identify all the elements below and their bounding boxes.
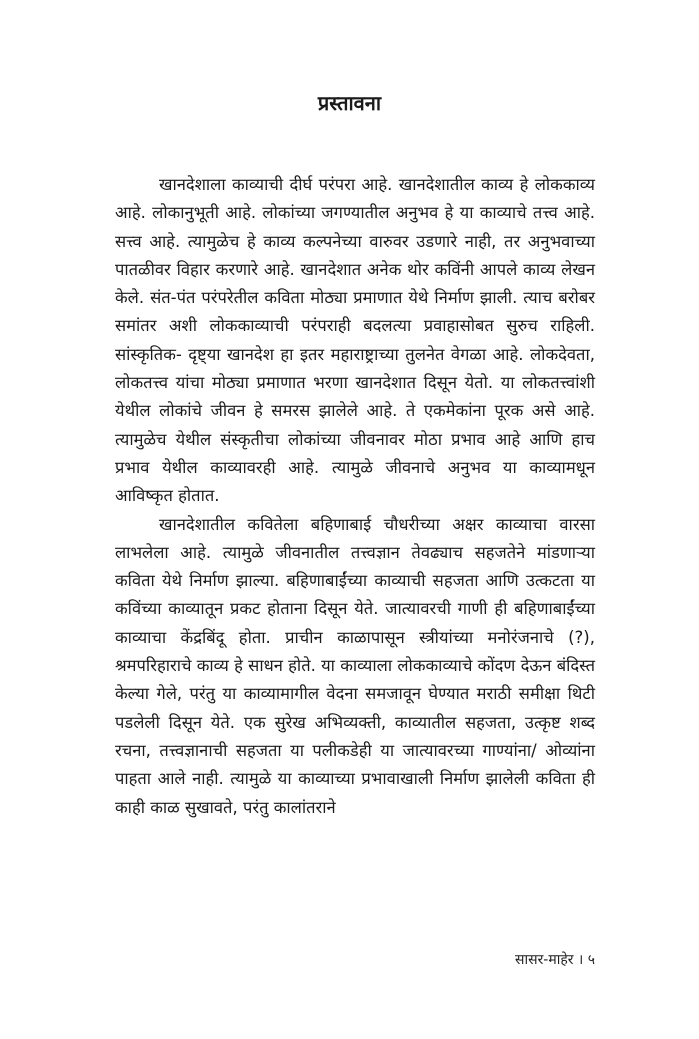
paragraph-1: खानदेशाला काव्याची दीर्घ परंपरा आहे. खानदेशातील काव्य हे लोककाव्य आहे. लोकानुभूती आहे. लोकांच्या जगण्यातील अनुभव हे या काव्याचे तत्त्व आहे. सत्त्व आहे. त्यामुळेच हे काव्य कल्पनेच्या वारुवर उडणारे नाही, तर अनुभवाच्या पातळीवर विहार करणारे आहे. खानदेशात अनेक थोर कविंनी आपले काव्य लेखन केले. संत-पंत परंपरेतील कविता मोठ्या प्रमाणात येथे निर्माण झाली. त्याच बरोबर समांतर अशी लोककाव्याची परंपराही बदलत्या प्रवाहासोबत सुरुच राहिली. सांस्कृतिक- दृष्ट्या खानदेश हा इतर महाराष्ट्राच्या तुलनेत वेगळा आहे. लोकदेवता, लोकतत्त्व यांचा मोठ्या प्रमाणात भरणा खानदेशात दिसून येतो. या लोकतत्त्वांशी येथील लोकांचे जीवन हे समरस झालेले आहे. ते एकमेकांना पूरक असे आहे. त्यामुळेच येथील संस्कृतीचा लोकांच्या जीवनावर मोठा प्रभाव आहे आणि हाच प्रभाव येथील काव्यावरही आहे. त्यामुळे जीवनाचे अनुभव या काव्यामधून आविष्कृत होतात. [115, 175, 595, 506]
paragraph-2: खानदेशातील कवितेला बहिणाबाई चौधरीच्या अक्षर काव्याचा वारसा लाभलेला आहे. त्यामुळे जीवनातील तत्त्वज्ञान तेवढ्याच सहजतेने मांडणाऱ्या कविता येथे निर्माण झाल्या. बहिणाबाईंच्या काव्याची सहजता आणि उत्कटता या कविंच्या काव्यातून प्रकट होताना दिसून येते. जात्यावरची गाणी ही बहिणाबाईंच्या काव्याचा केंद्रबिंदू होता. प्राचीन काळापासून स्त्रीयांच्या मनोरंजनाचे (?), श्रमपरिहाराचे काव्य हे साधन होते. या काव्याला लोककाव्याचे कोंदण देऊन बंदिस्त केल्या गेले, परंतु या काव्यामागील वेदना समजावून घेण्यात मराठी समीक्षा थिटी पडलेली दिसून येते. एक सुरेख अभिव्यक्ती, काव्यातील सहजता, उत्कृष्ट शब्द रचना, तत्त्वज्ञानाची सहजता या पलीकडेही या जात्यावरच्या गाण्यांना/ ओव्यांना पाहता आले नाही. त्यामुळे या काव्याच्या प्रभावाखाली निर्माण झालेली कविता ही काही काळ सुखावते, परंतु कालांतराने [115, 514, 595, 817]
page-title: प्रस्तावना [317, 91, 382, 115]
page-footer: सासर-माहेर । ५ [515, 952, 595, 968]
body-text [115, 171, 595, 822]
